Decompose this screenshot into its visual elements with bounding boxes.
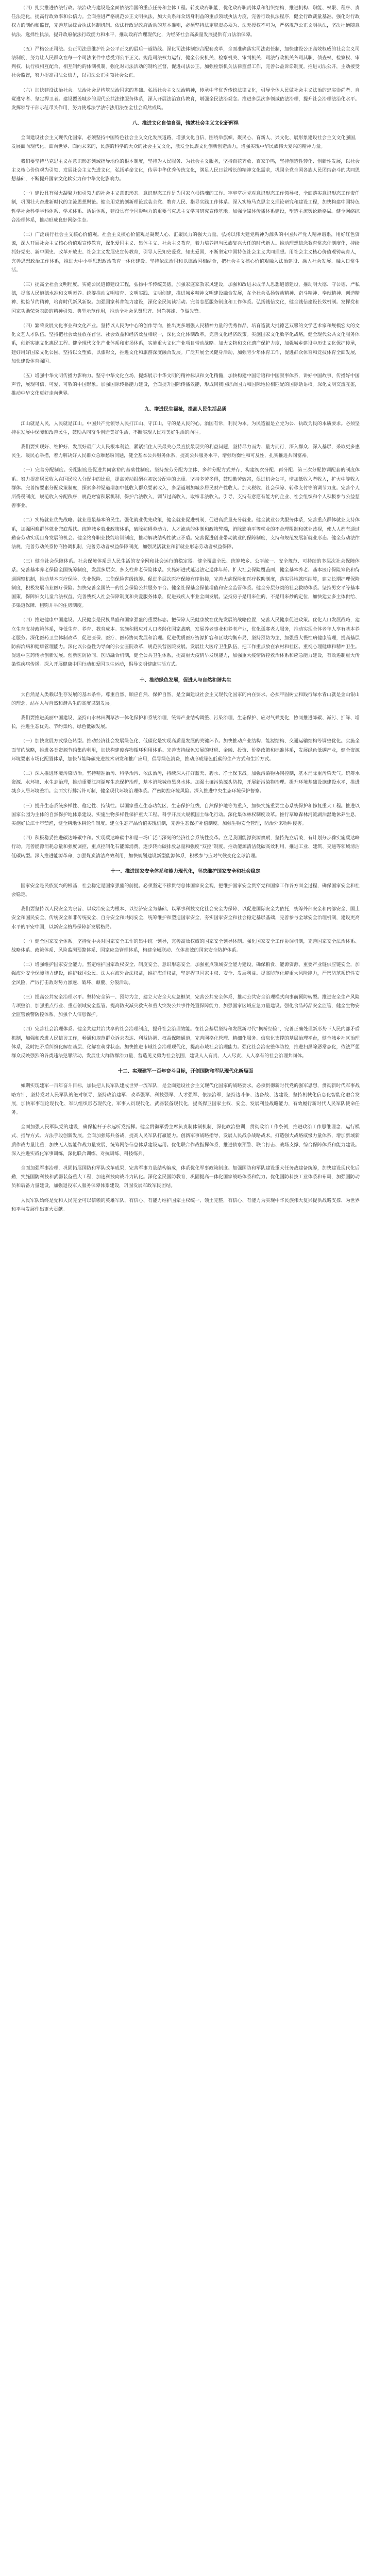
section-heading: 十、推动绿色发展，促进人与自然和谐共生 (139, 677, 232, 683)
paragraph: 江山就是人民，人民就是江山。中国共产党领导人民打江山、守江山，守的是人民的心。治国有常，利民为本。为民造福是立党为公、执政为民的本质要求。必须坚持在发展中保障和改善民生，鼓励共同奋斗创造美好生活，不断实现人民对美好生活的向往。 (11, 421, 360, 435)
paragraph: 我们要坚持以人民安全为宗旨、以政治安全为根本、以经济安全为基础、以军事科技文化社会安全为保障、以促进国际安全为依托，统筹外部安全和内部安全、国土安全和国民安全、传统安全和非传统安全、自身安全和共同安全，统筹维护和塑造国家安全，夯实国家安全和社会稳定基层基础，完善参与全球安全治理机制，建设更高水平的平安中国，以新安全格局保障新发展格局。 (11, 907, 360, 930)
section-heading: 十一、推进国家安全体系和能力现代化，坚决维护国家安全和社会稳定 (110, 868, 261, 874)
paragraph: 大自然是人类赖以生存发展的基本条件。尊重自然、顺应自然、保护自然，是全面建设社会主义现代化国家的内在要求。必须牢固树立和践行绿水青山就是金山银山的理念，站在人与自然和谐共生的高度谋划发展。 (11, 692, 360, 706)
paragraph: （四）推进健康中国建设。人民健康是民族昌盛和国家强盛的重要标志。把保障人民健康放在优先发展的战略位置，完善人民健康促进政策。优化人口发展战略，建立生育支持政策体系，降低生育、养育、教育成本。实施积极应对人口老龄化国家战略，发展养老事业和养老产业，优化孤寡老人服务，推动实现全体老年人享有基本养老服务。深化医药卫生体制改革，促进医保、医疗、医药协同发展和治理。促进优质医疗资源扩容和区域均衡布局，坚持预防为主，加强重大慢性病健康管理，提高基层防病治病和健康管理能力。深化以公益性为导向的公立医院改革，规范民营医院发展。发展壮大医疗卫生队伍，把工作重点放在农村和社区。重视心理健康和精神卫生。促进中医药传承创新发展。创新医防协同、医防融合机制，健全公共卫生体系，提高重大疫情早发现能力，加强重大疫情防控救治体系和应急能力建设，有效遏制重大传染性疾病传播。深入开展健康中国行动和爱国卫生运动，倡导文明健康生活方式。 (11, 618, 360, 668)
paragraph: （六）加快建设法治社会。法治社会是构筑法治国家的基础。弘扬社会主义法治精神，传承中华优秀传统法律文化，引导全体人民做社会主义法治的忠实崇尚者、自觉遵守者、坚定捍卫者。建设覆盖城乡的现代公共法律服务体系，深入开展法治宣传教育，增强全民法治观念。推进多层次多领域依法治理，提升社会治理法治化水平。发挥领导干部示范带头作用，努力使尊法学法守法用法在全社会蔚然成风。 (11, 88, 360, 111)
paragraph: （一）健全国家安全体系。坚持党中央对国家安全工作的集中统一领导，完善高效权威的国家安全领导体制。强化国家安全工作协调机制，完善国家安全法治体系、战略体系、政策体系、风险监测预警体系、国家应急管理体系，构建全域联动、立体高效的国家安全防护体系。 (11, 939, 360, 954)
paragraph: （二）广泛践行社会主义核心价值观。社会主义核心价值观是凝聚人心、汇聚民力的强大力量。弘扬以伟大建党精神为源头的中国共产党人精神谱系，用好红色资源，深入开展社会主义核心价值观宣传教育，深化爱国主义、集体主义、社会主义教育，着力培养担当民族复兴大任的时代新人。推动理想信念教育常态化制度化，持续抓好党史、新中国史、改革开放史、社会主义发展史宣传教育，引导人民知史爱党、知史爱国，不断坚定中国特色社会主义共同理想。用社会主义核心价值观铸魂育人，完善思想政治工作体系，推进大中小学思想政治教育一体化建设。坚持依法治国和以德治国相结合，把社会主义核心价值观融入法治建设、融入社会发展、融入日常生活。 (11, 232, 360, 273)
paragraph: 全面加强人民军队党的建设，确保枪杆子永远听党指挥。健全贯彻军委主席负责制体制机制，深化政治整训，贯彻政治工作条例，推进政治工作思维理念、运行模式、指导方式、方法手段创新发展。全面加强练兵备战，提高人民军队打赢能力。创新军事战略指导，发展人民战争战略战术。打造强大战略威慑力量体系，增加新域新质作战力量比重，加快无人智能作战力量发展，统筹网络信息体系建设运用。优化联合作战指挥体系，推进侦察预警、联合打击、战场支撑、综合保障体系和能力建设。深入推进实战化军事训练，深化联合训练、对抗训练、科技练兵。 (11, 1125, 360, 1157)
paragraph: 如期实现建军一百年奋斗目标，加快把人民军队建成世界一流军队，是全面建设社会主义现代化国家的战略要求。必须贯彻新时代党的强军思想，贯彻新时代军事战略方针，坚持党对人民军队的绝对领导，坚持政治建军、改革强军、科技强军、人才强军、依法治军，坚持边斗争、边备战、边建设，坚持机械化信息化智能化融合发展，加快军事理论现代化、军队组织形态现代化、军事人员现代化、武器装备现代化，提高捍卫国家主权、安全、发展利益战略能力，有效履行新时代人民军队使命任务。 (11, 1083, 360, 1115)
paragraph: （二）增强维护国家安全能力。坚定维护国家政权安全、制度安全、意识形态安全，加强重点领域安全能力建设，确保粮食、能源资源、重要产业链供应链安全，加强海外安全保障能力建设，维护我国公民、法人在海外合法权益，维护海洋权益，坚定捍卫国家主权、安全、发展利益。提高防范化解重大风险能力，严密防范系统性安全风险，严厉打击敌对势力渗透、破坏、颠覆、分裂活动。 (11, 962, 360, 986)
paragraph: 我们要坚持马克思主义在意识形态领域指导地位的根本制度，坚持为人民服务、为社会主义服务，坚持百花齐放、百家争鸣，坚持创造性转化、创新性发展，以社会主义核心价值观为引领，发展社会主义先进文化，弘扬革命文化，传承中华优秀传统文化，满足人民日益增长的精神文化需求，巩固全党全国各族人民团结奋斗的共同思想基础，不断提升国家文化软实力和中华文化影响力。 (11, 159, 360, 182)
paragraph: （一）完善分配制度。分配制度是促进共同富裕的基础性制度。坚持按劳分配为主体、多种分配方式并存，构建初次分配、再分配、第三次分配协调配套的制度体系。努力提高居民收入在国民收入分配中的比重，提高劳动报酬在初次分配中的比重。坚持多劳多得，鼓励勤劳致富，促进机会公平，增加低收入者收入，扩大中等收入群体。完善按要素分配政策制度，探索多种渠道增加中低收入群众要素收入，多渠道增加城乡居民财产性收入。加大税收、社会保障、转移支付等的调节力度。完善个人所得税制度，规范收入分配秩序，规范财富积累机制，保护合法收入，调节过高收入，取缔非法收入。引导、支持有意愿有能力的企业、社会组织和个人积极参与公益慈善事业。 (11, 468, 360, 509)
paragraph: 我们要实现好、维护好、发展好最广大人民根本利益，紧紧抓住人民最关心最直接最现实的利益问题，坚持尽力而为、量力而行，深入群众、深入基层，采取更多惠民生、暖民心举措，着力解决好人民群众急难愁盼问题，健全基本公共服务体系，提高公共服务水平，增强均衡性和可及性，扎实推进共同富裕。 (11, 444, 360, 459)
paragraph: （二）实施就业优先战略。就业是最基本的民生。强化就业优先政策，健全就业促进机制，促进高质量充分就业。健全就业公共服务体系，完善重点群体就业支持体系，加强困难群体就业兜底帮扶。统筹城乡就业政策体系，破除妨碍劳动力、人才流动的体制和政策弊端，消除影响平等就业的不合理限制和就业歧视，使人人都有通过勤奋劳动实现自身发展的机会。健全终身职业技能培训制度，推动解决结构性就业矛盾。完善促进创业带动就业的保障制度，支持和规范发展新就业形态。健全劳动法律法规，完善劳动关系协商协调机制，完善劳动者权益保障制度，加强灵活就业和新就业形态劳动者权益保障。 (11, 518, 360, 550)
paragraph: （三）提升生态系统多样性、稳定性、持续性。以国家重点生态功能区、生态保护红线、自然保护地等为重点，加快实施重要生态系统保护和修复重大工程。推进以国家公园为主体的自然保护地体系建设。实施生物多样性保护重大工程。科学开展大规模国土绿化行动。深化集体林权制度改革。推行草原森林河流湖泊湿地休养生息，实施好长江十年禁渔，健全耕地休耕轮作制度。建立生态产品价值实现机制，完善生态保护补偿制度。加强生物安全管理，防治外来物种侵害。 (11, 803, 360, 827)
article-body (0, 0, 371, 1214)
paragraph: （四）积极稳妥推进碳达峰碳中和。实现碳达峰碳中和是一场广泛而深刻的经济社会系统性变革。立足我国能源资源禀赋，坚持先立后破，有计划分步骤实施碳达峰行动。完善能源消耗总量和强度调控，重点控制化石能源消费，逐步转向碳排放总量和强度“双控”制度。推动能源清洁低碳高效利用，推进工业、建筑、交通等领域清洁低碳转型。深入推进能源革命，加强煤炭清洁高效利用，加快规划建设新型能源体系，积极参与应对气候变化全球治理。 (11, 836, 360, 859)
paragraph: （一）建设具有强大凝聚力和引领力的社会主义意识形态。意识形态工作是为国家立根铸魂的工作。牢牢掌握党对意识形态工作领导权，全面落实意识形态工作责任制，巩固壮大奋进新时代的主流思想舆论。健全用党的创新理论武装全党、教育人民、指导实践工作体系。深入实施马克思主义理论研究和建设工程，加快构建中国特色哲学社会科学学科体系、学术体系、话语体系，建设具有全国影响力的重要马克思主义学习研究宣传基地。加强全媒体传播体系建设，塑造主流舆论新格局。健全网络综合治理体系，推动形成良好网络生态。 (11, 191, 360, 223)
paragraph: （三）健全社会保障体系。社会保障体系是人民生活的安全网和社会运行的稳定器。健全覆盖全民、统筹城乡、公平统一、安全规范、可持续的多层次社会保障体系。完善基本养老保险全国统筹制度，发展多层次、多支柱养老保险体系。实施渐进式延迟法定退休年龄。扩大社会保险覆盖面，健全基本养老、基本医疗保险筹资和待遇调整机制，推动基本医疗保险、失业保险、工伤保险省级统筹。促进多层次医疗保障有序衔接，完善大病保险和医疗救助制度，落实异地就医结算，建立长期护理保险制度，积极发展商业医疗保险。加快完善全国统一的社会保险公共服务平台。健全社保基金保值增值和安全监管体系。健全分层分类的社会救助体系。坚持男女平等基本国策，保障妇女儿童合法权益。完善残疾人社会保障制度和关爱服务体系，促进残疾人事业全面发展。坚持房子是用来住的、不是用来炒的定位，加快建立多主体供给、多渠道保障、租购并举的住房制度。 (11, 559, 360, 609)
paragraph: （四）繁荣发展文化事业和文化产业。坚持以人民为中心的创作导向，推出更多增强人民精神力量的优秀作品，培育造就大批德艺双馨的文学艺术家和规模宏大的文化文艺人才队伍。坚持把社会效益放在首位、社会效益和经济效益相统一，深化文化体制改革，完善文化经济政策。实施国家文化数字化战略，健全现代公共文化服务体系，创新实施文化惠民工程。健全现代文化产业体系和市场体系，实施重大文化产业项目带动战略。加大文物和文化遗产保护力度，加强城乡建设中历史文化保护传承，建好用好国家文化公园。坚持以文塑旅、以旅彰文，推进文化和旅游深度融合发展。广泛开展全民健身活动，加强青少年体育工作，促进群众体育和竞技体育全面发展，加快建设体育强国。 (11, 323, 360, 364)
paragraph: 人民军队始终是党和人民完全可以信赖的英雄军队，有信心、有能力维护国家主权统一、领土完整，有信心、有能力为实现中华民族伟大复兴提供战略支撑、为世界和平与发展作出更大贡献。 (11, 1198, 360, 1212)
paragraph: （一）加快发展方式绿色转型。推动经济社会发展绿色化、低碳化是实现高质量发展的关键环节。加快推动产业结构、能源结构、交通运输结构等调整优化。实施全面节约战略，推进各类资源节约集约利用，加快构建废弃物循环利用体系。完善支持绿色发展的财税、金融、投资、价格政策和标准体系，发展绿色低碳产业，健全资源环境要素市场化配置体系，加快节能降碳先进技术研发和推广应用，倡导绿色消费，推动形成绿色低碳的生产方式和生活方式。 (11, 739, 360, 762)
paragraph: （三）提高公共安全治理水平。坚持安全第一、预防为主，建立大安全大应急框架，完善公共安全体系，推动公共安全治理模式向事前预防转型。推进安全生产风险专项整治，加强重点行业、重点领域安全监管。提高防灾减灾救灾和重大突发公共事件处置保障能力，加强国家区域应急力量建设。强化食品药品安全监管，健全生物安全监管预警防控体系。加强个人信息保护。 (11, 994, 360, 1018)
section-heading: 八、推进文化自信自强，铸就社会主义文化新辉煌 (132, 121, 239, 127)
section-heading: 十二、实现建军一百年奋斗目标，开创国防和军队现代化新局面 (117, 1069, 254, 1075)
paragraph: 全面加强军事治理，巩固拓展国防和军队改革成果，完善军事力量结构编成，体系优化军事政策制度。加强国防和军队建设重大任务战建备统筹，加快建设现代化后勤，实施国防科技和武器装备重大工程，加速科技向战斗力转化。深化全民国防教育，巩固提高一体化国家战略体系和能力。优化国防科技工业体系和布局，加强国防动员和后备力量建设，加强退役军人服务保障体系建设，巩固发展军政军民团结。 (11, 1165, 360, 1189)
paragraph: （二）深入推进环境污染防治。坚持精准治污、科学治污、依法治污，持续深入打好蓝天、碧水、净土保卫战。加强污染物协同控制，基本消除重污染天气。统筹水资源、水环境、水生态治理，推动重要江河湖库生态保护治理，基本消除城市黑臭水体。加强土壤污染源头防控，开展新污染物治理。提升环境基础设施建设水平，推进城乡人居环境整治。全面实行排污许可制，健全现代环境治理体系。严密防控环境风险。深入推进中央生态环境保护督察。 (11, 771, 360, 794)
paragraph: （五）增强中华文明传播力影响力。坚守中华文化立场，提炼展示中华文明的精神标识和文化精髓，加快构建中国话语和中国叙事体系，讲好中国故事、传播好中国声音，展现可信、可爱、可敬的中国形象。加强国际传播能力建设，全面提升国际传播效能，形成同我国综合国力和国际地位相匹配的国际话语权。深化文明交流互鉴，推动中华文化更好走向世界。 (11, 373, 360, 397)
paragraph: （三）提高全社会文明程度。实施公民道德建设工程，弘扬中华传统美德，加强家庭家教家风建设，加强和改进未成年人思想道德建设，推动明大德、守公德、严私德，提高人民道德水准和文明素养。统筹推动文明培育、文明实践、文明创建，推进城乡精神文明建设融合发展，在全社会弘扬劳动精神、奋斗精神、奉献精神、创造精神、勤俭节约精神，培育时代新风新貌。加强国家科普能力建设，深化全民阅读活动。完善志愿服务制度和工作体系。弘扬诚信文化，健全诚信建设长效机制。发挥党和国家功勋荣誉表彰的精神引领、典型示范作用，推动全社会见贤思齐、崇尚英雄、争做先锋。 (11, 282, 360, 314)
paragraph: （四）扎实推进依法行政。法治政府建设是全面依法治国的重点任务和主体工程。转变政府职能，优化政府职责体系和组织结构，推进机构、职能、权限、程序、责任法定化，提高行政效率和公信力。全面推进严格规范公正文明执法，加大关系群众切身利益的重点领域执法力度，完善行政执法程序，健全行政裁量基准。强化对行政权力的制约和监督，完善基层综合执法体制机制。依法行政是政府活动的基本准则，必须坚持法定职责必须为、法无授权不可为，严格规范公正文明执法，坚决杜绝随意执法、选择性执法，提升政府依法行政能力和水平，推动政府治理现代化，为经济社会高质量发展提供有力法治保障。 (11, 6, 360, 38)
paragraph: 我们要推进美丽中国建设，坚持山水林田湖草沙一体化保护和系统治理，统筹产业结构调整、污染治理、生态保护、应对气候变化，协同推进降碳、减污、扩绿、增长，推进生态优先、节约集约、绿色低碳发展。 (11, 716, 360, 730)
paragraph: （五）严格公正司法。公正司法是维护社会公平正义的最后一道防线。深化司法体制综合配套改革，全面准确落实司法责任制，加快建设公正高效权威的社会主义司法制度，努力让人民群众在每一个司法案件中感受到公平正义。规范司法权力运行，健全公安机关、检察机关、审判机关、司法行政机关各司其职，侦查权、检察权、审判权、执行权相互配合、相互制约的体制机制。强化对司法活动的制约监督，促进司法公正。加强检察机关法律监督工作，完善公益诉讼制度。推进司法公开，主动接受社会监督，努力提高司法公信力，以司法公正引领社会公正。 (11, 46, 360, 79)
paragraph: 全面建设社会主义现代化国家，必须坚持中国特色社会主义文化发展道路，增强文化自信，围绕举旗帜、聚民心、育新人、兴文化、展形象建设社会主义文化强国，发展面向现代化、面向世界、面向未来的，民族的科学的大众的社会主义文化，激发全民族文化创新创造活力，增强实现中华民族伟大复兴的精神力量。 (11, 135, 360, 150)
paragraph: 国家安全是民族复兴的根基，社会稳定是国家强盛的前提。必须坚定不移贯彻总体国家安全观，把维护国家安全贯穿党和国家工作各方面全过程，确保国家安全和社会稳定。 (11, 883, 360, 898)
paragraph: （四）完善社会治理体系。健全共建共治共享的社会治理制度，提升社会治理效能。在社会基层坚持和发展新时代“枫桥经验”，完善正确处理新形势下人民内部矛盾机制，加强和改进人民信访工作，畅通和规范群众诉求表达、利益协调、权益保障通道，完善网格化管理、精细化服务、信息化支撑的基层治理平台，健全城乡社区治理体系，及时把矛盾纠纷化解在基层、化解在萌芽状态。加快推进市域社会治理现代化，提高市域社会治理能力。强化社会治安整体防控，推进扫黑除恶常态化，依法严惩群众反映强烈的各类违法犯罪活动。发展壮大群防群治力量，营造见义勇为社会氛围，建设人人有责、人人尽责、人人享有的社会治理共同体。 (11, 1027, 360, 1059)
section-heading: 九、增进民生福祉，提高人民生活品质 (144, 406, 227, 412)
